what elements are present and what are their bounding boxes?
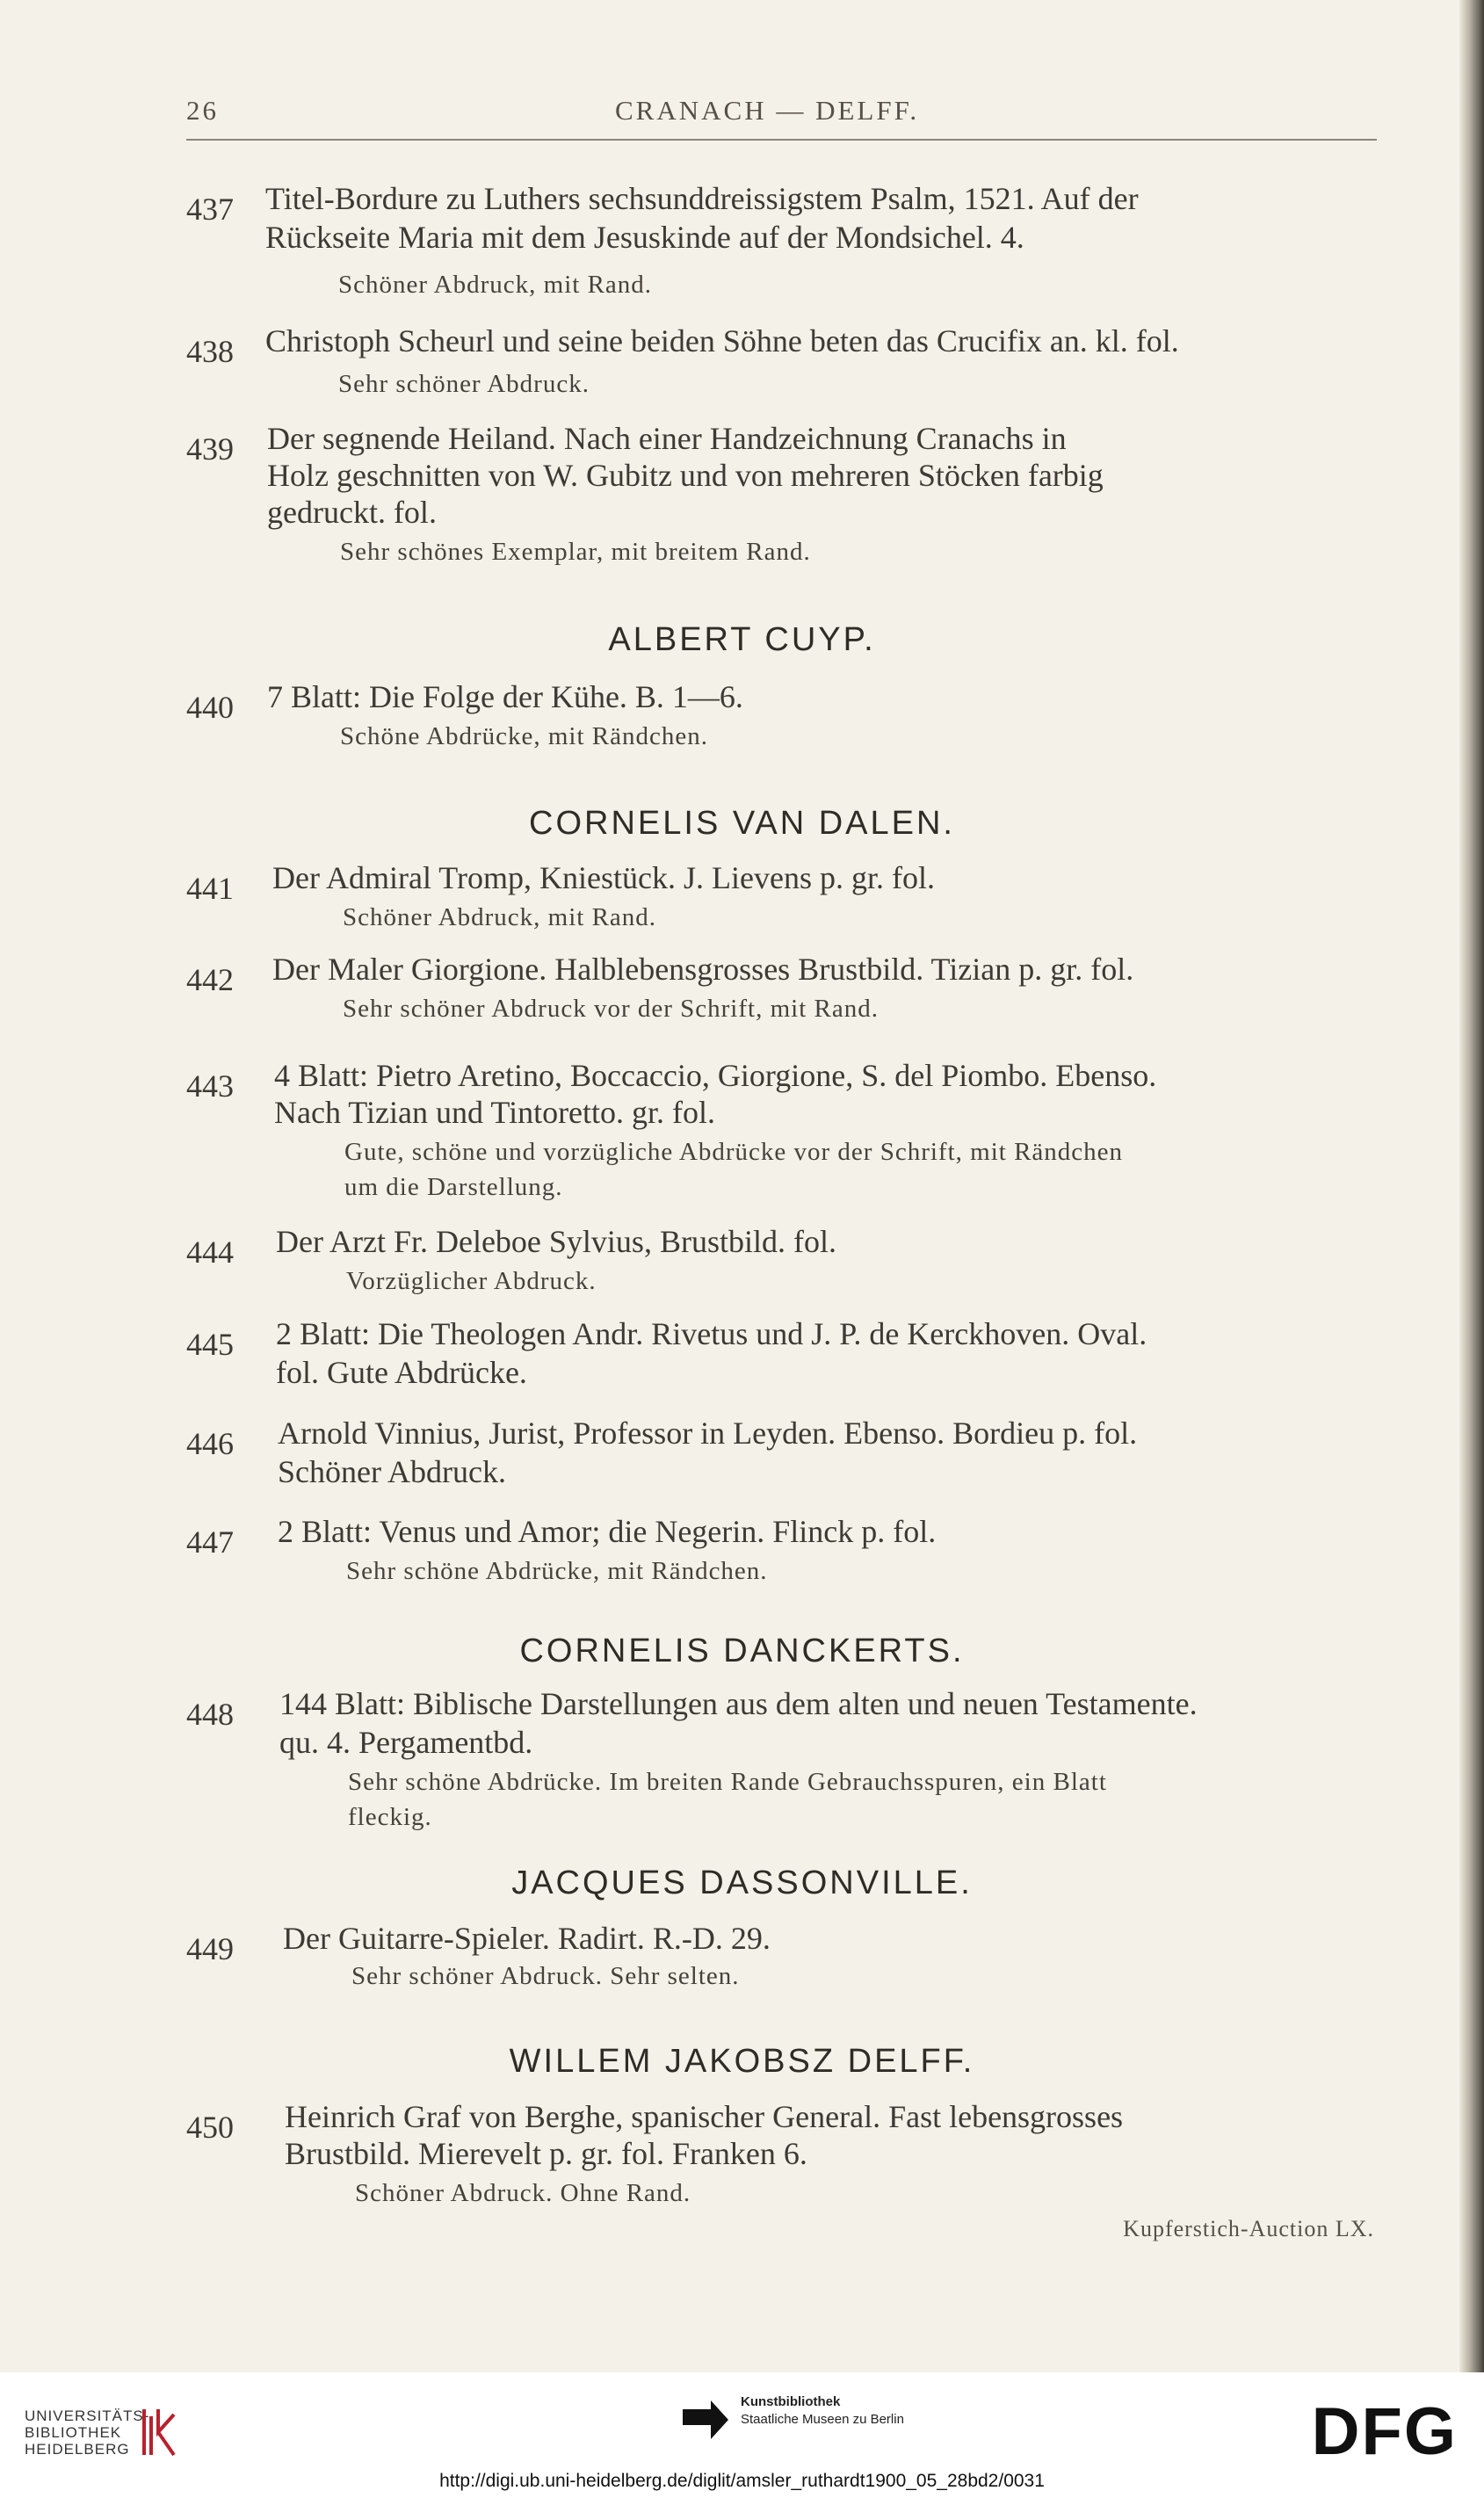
- entry-text: Rückseite Maria mit dem Jesuskinde auf der Mondsichel. 4.: [265, 220, 1024, 255]
- kunstbibliothek-text: Kunstbibliothek Staatliche Museen zu Berlin: [741, 2394, 904, 2427]
- entry-text: Christoph Scheurl und seine beiden Söhne beten das Crucifix an. kl. fol.: [265, 323, 1179, 358]
- entry-text: Der Guitarre-Spieler. Radirt. R.-D. 29.: [283, 1921, 771, 1956]
- entry-number: 440: [186, 690, 234, 725]
- entry-text: Holz geschnitten von W. Gubitz und von mehreren Stöcken farbig: [267, 458, 1104, 493]
- university-library-name: UNIVERSITÄTS- BIBLIOTHEK HEIDELBERG: [25, 2407, 150, 2458]
- entry-number: 446: [186, 1426, 234, 1461]
- entry-number: 439: [186, 431, 234, 467]
- entry-note: Vorzüglicher Abdruck.: [346, 1267, 597, 1295]
- entry-note: Schöner Abdruck, mit Rand.: [343, 903, 657, 931]
- entry-number: 445: [186, 1327, 234, 1362]
- entry-text: 2 Blatt: Die Theologen Andr. Rivetus und J. P. de Kerckhoven. Oval.: [276, 1316, 1147, 1351]
- entry-text: gedruckt. fol.: [267, 495, 437, 530]
- entry-text: Heinrich Graf von Berghe, spanischer General. Fast lebensgrosses: [285, 2099, 1124, 2134]
- entry-text: Brustbild. Mierevelt p. gr. fol. Franken 6.: [285, 2136, 807, 2171]
- page-number: 26: [186, 95, 219, 126]
- entry-text: Nach Tizian und Tintoretto. gr. fol.: [274, 1095, 716, 1130]
- kunstbibliothek-logo-icon: [681, 2392, 730, 2441]
- entry-note: Sehr schöne Abdrücke. Im breiten Rande Gebrauchsspuren, ein Blatt: [348, 1768, 1107, 1796]
- entry-text: Der Arzt Fr. Deleboe Sylvius, Brustbild. fol.: [276, 1224, 836, 1259]
- catalog-label: Kupferstich-Auction LX.: [1123, 2216, 1374, 2241]
- entry-note: Sehr schöne Abdrücke, mit Rändchen.: [346, 1557, 768, 1585]
- entry-number: 443: [186, 1068, 234, 1104]
- header-rule: [186, 139, 1377, 141]
- entry-note: Gute, schöne und vorzügliche Abdrücke vor der Schrift, mit Rändchen: [344, 1138, 1124, 1166]
- entry-text: Schöner Abdruck.: [278, 1454, 506, 1489]
- entry-text: 4 Blatt: Pietro Aretino, Boccaccio, Giorgione, S. del Piombo. Ebenso.: [274, 1058, 1157, 1093]
- source-url[interactable]: http://digi.ub.uni-heidelberg.de/diglit/amsler_ruthardt1900_05_28bd2/0031: [439, 2471, 1045, 2491]
- entry-text: Der Admiral Tromp, Kniestück. J. Lievens p. gr. fol.: [272, 860, 935, 895]
- entry-note: Sehr schöner Abdruck. Sehr selten.: [351, 1962, 740, 1990]
- entry-number: 450: [186, 2110, 234, 2145]
- entry-text: 2 Blatt: Venus und Amor; die Negerin. Flinck p. fol.: [278, 1514, 937, 1549]
- section-heading-dassonville: JACQUES DASSONVILLE.: [511, 1864, 973, 1901]
- running-head: CRANACH — DELFF.: [615, 95, 920, 126]
- university-logo-icon: [139, 2406, 181, 2458]
- entry-note: Schöner Abdruck. Ohne Rand.: [355, 2179, 691, 2207]
- entry-note: Sehr schöner Abdruck vor der Schrift, mit Rand.: [343, 995, 879, 1023]
- entry-text: Der Maler Giorgione. Halblebensgrosses Brustbild. Tizian p. gr. fol.: [272, 952, 1134, 987]
- entry-note: fleckig.: [348, 1803, 432, 1831]
- entry-text: fol. Gute Abdrücke.: [276, 1355, 527, 1390]
- entry-number: 442: [186, 962, 234, 997]
- entry-text: Arnold Vinnius, Jurist, Professor in Leyden. Ebenso. Bordieu p. fol.: [278, 1416, 1138, 1451]
- entry-text: Titel-Bordure zu Luthers sechsunddreissigstem Psalm, 1521. Auf der: [265, 181, 1139, 216]
- entry-number: 444: [186, 1235, 234, 1270]
- entry-text: 7 Blatt: Die Folge der Kühe. B. 1—6.: [267, 679, 743, 714]
- entry-number: 447: [186, 1524, 234, 1560]
- entry-number: 437: [186, 192, 234, 227]
- entry-note: Sehr schönes Exemplar, mit breitem Rand.: [340, 538, 811, 566]
- dfg-logo: DFG: [1311, 2394, 1458, 2469]
- page-edge-shadow: [1459, 0, 1484, 2372]
- entry-text: qu. 4. Pergamentbd.: [279, 1725, 533, 1760]
- entry-note: Schöner Abdruck, mit Rand.: [338, 271, 653, 299]
- entry-note: Schöne Abdrücke, mit Rändchen.: [340, 722, 708, 750]
- entry-number: 448: [186, 1697, 234, 1732]
- entry-note: um die Darstellung.: [344, 1173, 563, 1201]
- entry-text: 144 Blatt: Biblische Darstellungen aus dem alten und neuen Testamente.: [279, 1686, 1198, 1721]
- section-heading-cuyp: ALBERT CUYP.: [608, 621, 876, 658]
- section-heading-dalen: CORNELIS VAN DALEN.: [529, 805, 955, 842]
- entry-number: 449: [186, 1931, 234, 1966]
- entry-text: Der segnende Heiland. Nach einer Handzeichnung Cranachs in: [267, 421, 1067, 456]
- section-heading-danckerts: CORNELIS DANCKERTS.: [519, 1633, 965, 1669]
- entry-note: Sehr schöner Abdruck.: [338, 370, 590, 398]
- section-heading-delff: WILLEM JAKOBSZ DELFF.: [509, 2043, 975, 2080]
- entry-number: 441: [186, 871, 234, 906]
- entry-number: 438: [186, 334, 234, 369]
